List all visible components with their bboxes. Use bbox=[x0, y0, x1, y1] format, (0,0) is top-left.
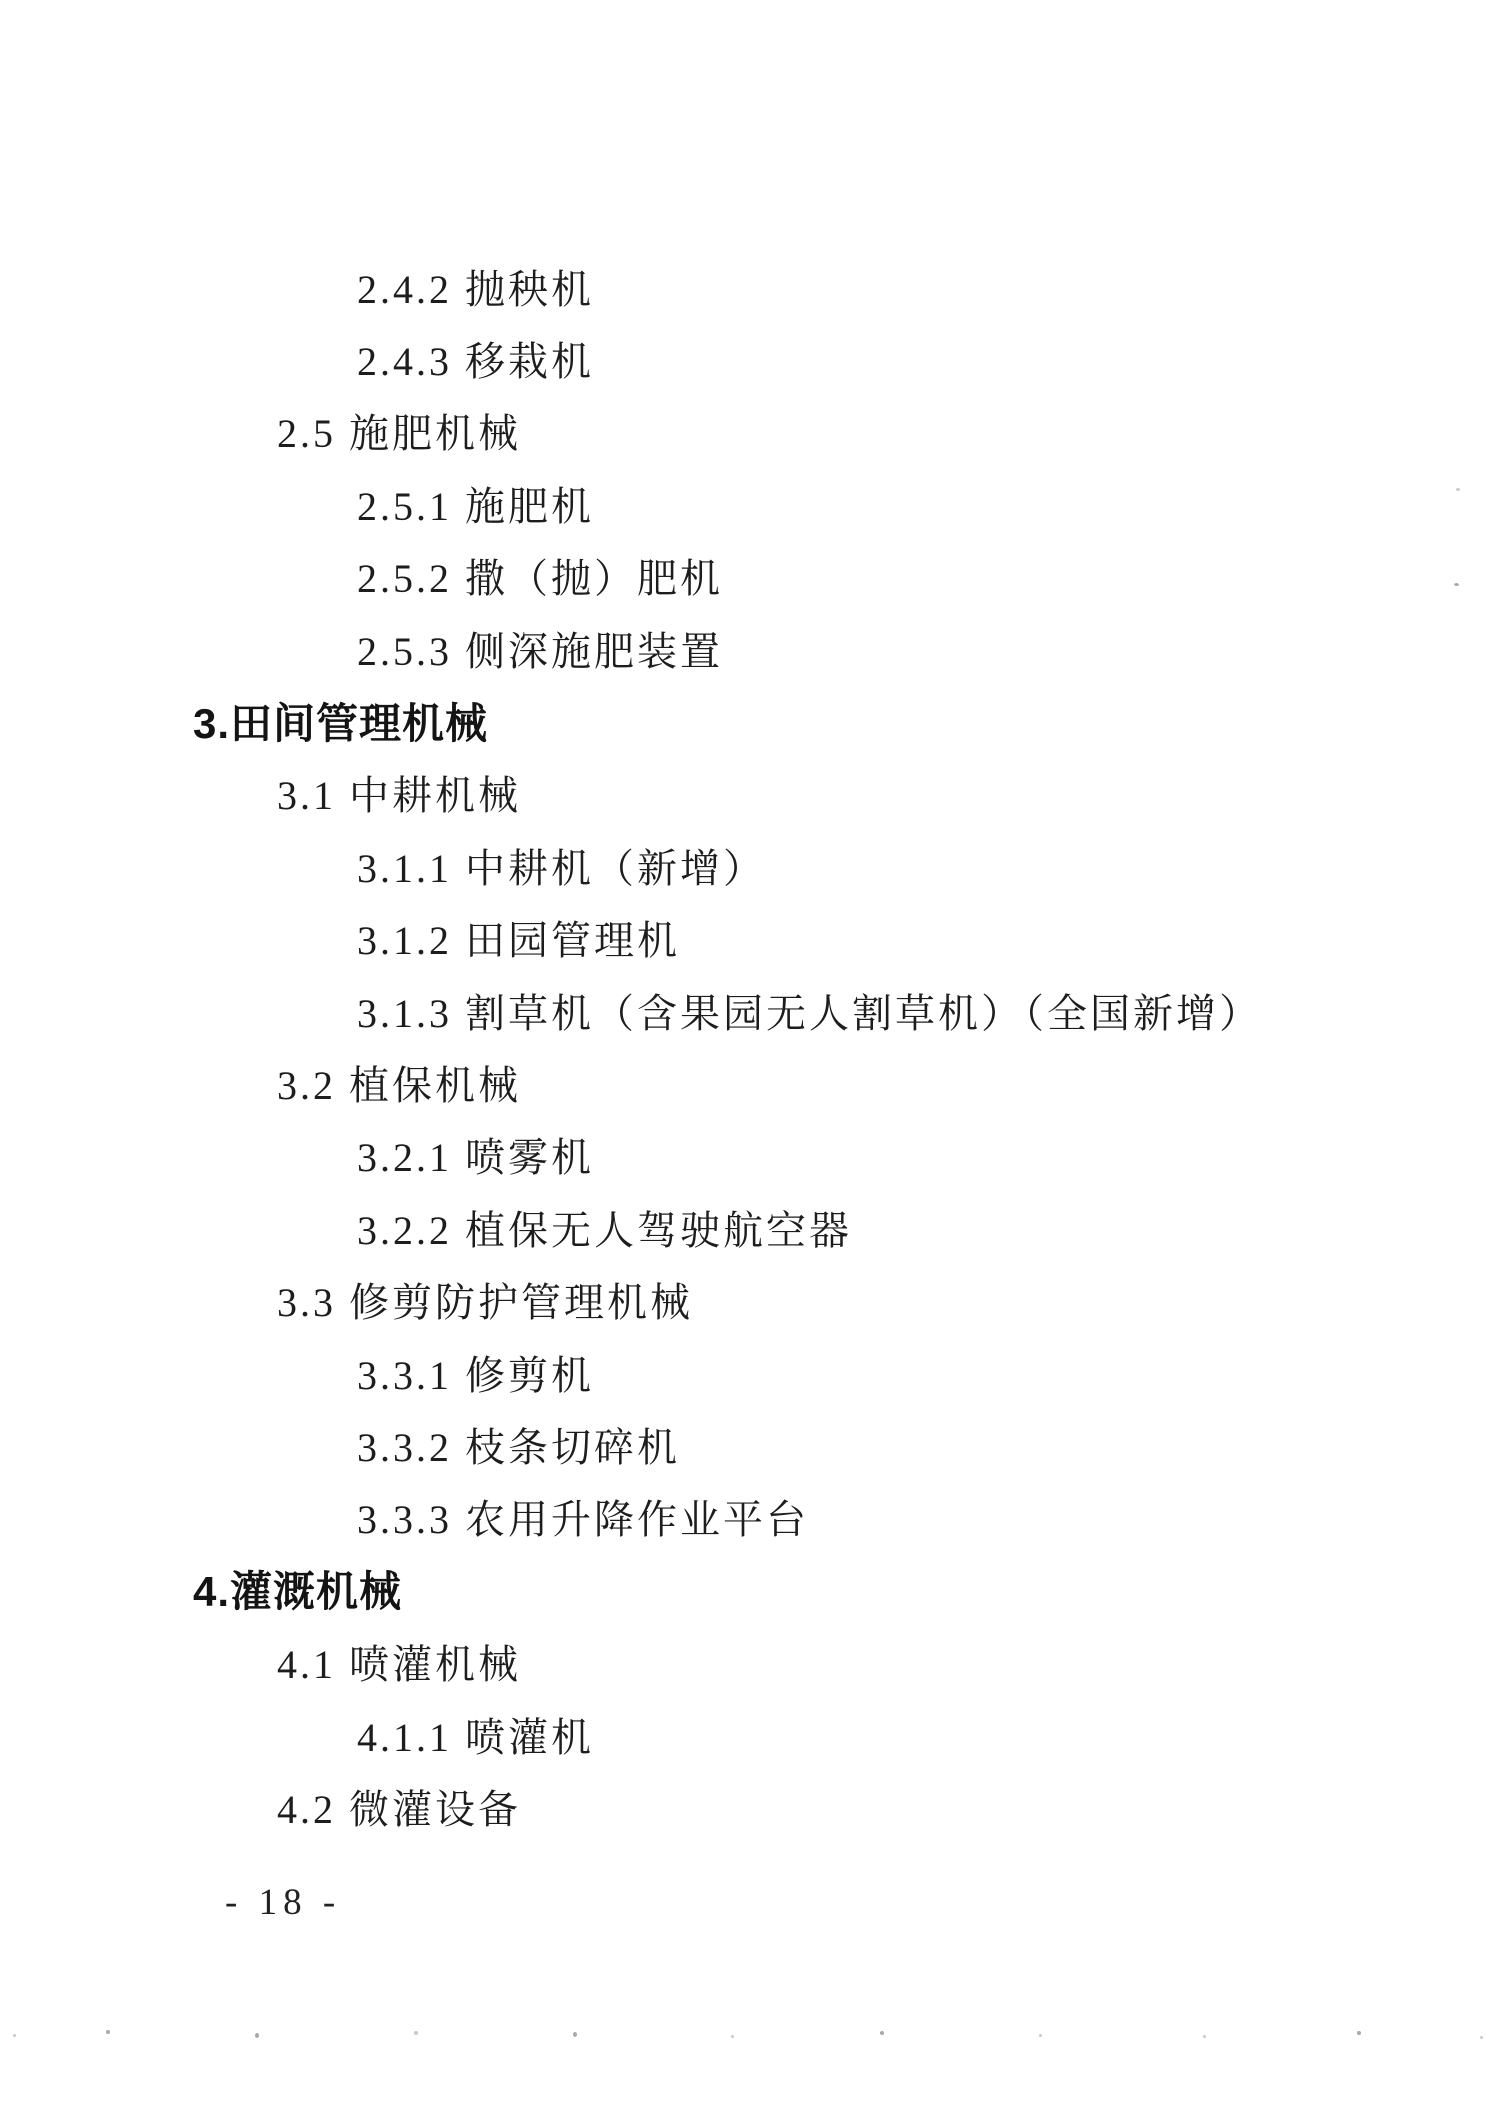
scan-speckle bbox=[1357, 2031, 1361, 2035]
toc-item: 2.5 施肥机械 bbox=[277, 411, 521, 457]
scan-speckle bbox=[880, 2031, 884, 2035]
toc-item: 3.1.2 田园管理机 bbox=[357, 918, 680, 964]
scan-speckle bbox=[13, 2034, 16, 2037]
scan-speckle bbox=[731, 2035, 734, 2038]
scan-speckle bbox=[1456, 488, 1460, 491]
section-heading: 3.田间管理机械 bbox=[193, 699, 489, 747]
scan-speckle bbox=[1454, 583, 1459, 586]
toc-item: 3.3.3 农用升降作业平台 bbox=[357, 1497, 809, 1543]
toc-item: 2.4.2 抛秧机 bbox=[357, 266, 594, 312]
toc-item: 3.1.3 割草机（含果园无人割草机）（全国新增） bbox=[357, 990, 1262, 1036]
page-number: - 18 - bbox=[225, 1881, 342, 1923]
toc-item: 4.2 微灌设备 bbox=[277, 1786, 521, 1832]
toc-item: 2.5.1 施肥机 bbox=[357, 483, 594, 529]
section-heading: 4.灌溉机械 bbox=[193, 1568, 403, 1616]
toc-item: 4.1 喷灌机械 bbox=[277, 1642, 521, 1688]
toc-list bbox=[0, 250, 1487, 1843]
scan-speckle bbox=[1039, 2034, 1042, 2037]
toc-item: 3.2 植保机械 bbox=[277, 1062, 521, 1108]
toc-item: 3.3.1 修剪机 bbox=[357, 1352, 594, 1398]
scan-speckle bbox=[1203, 2035, 1206, 2038]
toc-item: 2.4.3 移栽机 bbox=[357, 339, 594, 385]
scan-speckle bbox=[255, 2033, 259, 2038]
scan-speckle bbox=[573, 2032, 577, 2037]
toc-item: 3.2.1 喷雾机 bbox=[357, 1135, 594, 1181]
toc-item: 2.5.3 侧深施肥装置 bbox=[357, 628, 723, 674]
scan-speckle bbox=[414, 2031, 418, 2035]
toc-item: 3.3.2 枝条切碎机 bbox=[357, 1424, 680, 1470]
toc-item: 4.1.1 喷灌机 bbox=[357, 1714, 594, 1760]
toc-item: 3.1 中耕机械 bbox=[277, 773, 521, 819]
toc-item: 2.5.2 撒（抛）肥机 bbox=[357, 556, 723, 602]
toc-item: 3.3 修剪防护管理机械 bbox=[277, 1280, 693, 1326]
toc-item: 3.1.1 中耕机（新增） bbox=[357, 845, 766, 891]
scan-speckle bbox=[106, 2030, 110, 2034]
scan-speckle bbox=[1480, 2036, 1483, 2039]
toc-item: 3.2.2 植保无人驾驶航空器 bbox=[357, 1207, 852, 1253]
